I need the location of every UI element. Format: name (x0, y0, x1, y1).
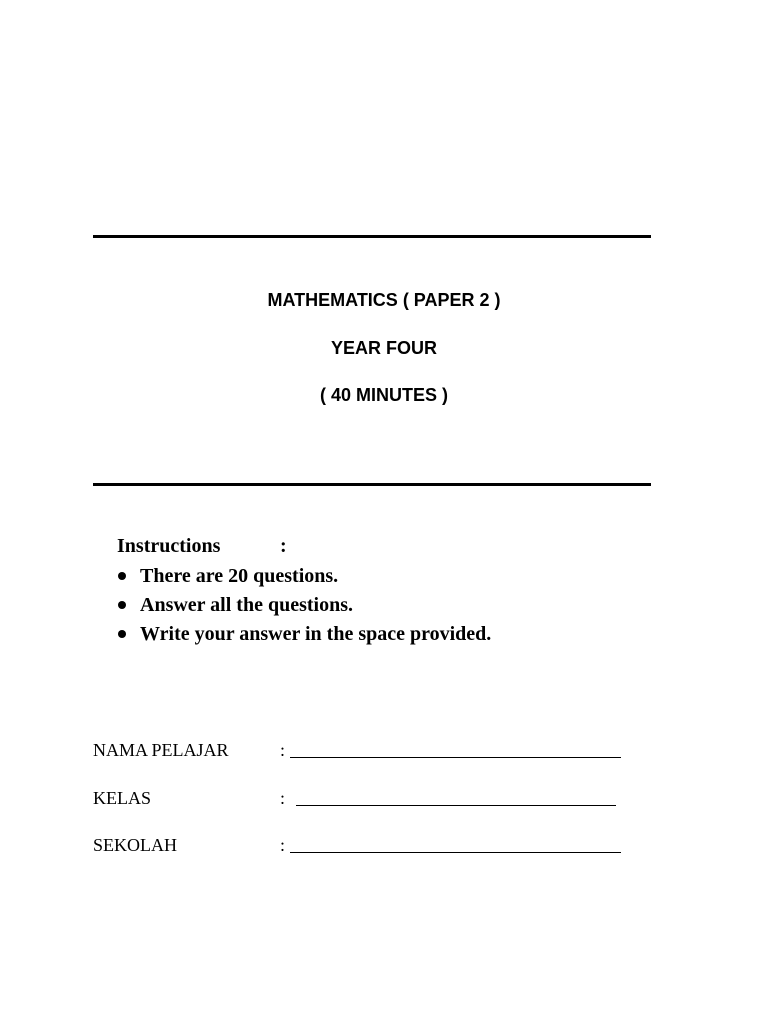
field-colon: : (280, 835, 286, 855)
instructions-section (117, 533, 491, 649)
instruction-item (117, 620, 491, 649)
student-name-blank-line[interactable] (290, 757, 621, 758)
top-divider (93, 235, 651, 238)
bullet-icon (118, 630, 126, 638)
instructions-heading-row (117, 533, 491, 559)
instruction-text: Write your answer in the space provided. (140, 623, 492, 645)
school-blank-line[interactable] (290, 852, 621, 853)
instructions-colon: : (280, 535, 287, 557)
school-label: SEKOLAH (93, 835, 177, 855)
bullet-icon (118, 601, 126, 609)
class-blank-line[interactable] (296, 805, 616, 806)
field-colon: : (280, 740, 286, 760)
paper-title: MATHEMATICS ( PAPER 2 ) (267, 290, 501, 310)
instruction-item (117, 562, 491, 591)
bottom-divider (93, 483, 651, 486)
field-colon: : (280, 788, 286, 808)
instructions-heading: Instructions (117, 535, 221, 557)
instruction-text: There are 20 questions. (140, 565, 339, 587)
year-level: YEAR FOUR (330, 338, 437, 358)
instruction-item (117, 591, 491, 620)
student-name-label: NAMA PELAJAR (93, 740, 229, 760)
instructions-list (117, 562, 491, 649)
class-label: KELAS (93, 788, 151, 808)
bullet-icon (118, 572, 126, 580)
exam-duration: ( 40 MINUTES ) (319, 385, 448, 405)
instruction-text: Answer all the questions. (140, 594, 353, 616)
